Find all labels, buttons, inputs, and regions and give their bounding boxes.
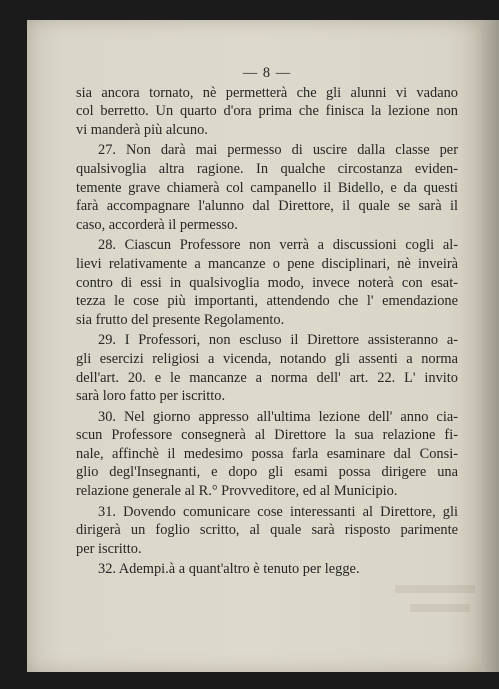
text-line: lievi relativamente a mancanze o pene disciplinari, nè inveirà [76, 255, 458, 272]
text-line: col berretto. Un quarto d'ora prima che finisca la lezione non [76, 103, 458, 120]
text-line: glio degl'Insegnanti, e dopo gli esami possa dirigere una [76, 464, 458, 481]
text-line: nale, affinchè il medesimo possa farla esaminare dal Consi- [76, 445, 458, 462]
page-number: — 8 — [242, 65, 292, 81]
text-line: scun Professore consegnerà al Direttore la sua relazione fi- [76, 427, 458, 444]
text-line: per iscritto. [76, 540, 142, 557]
text-line: 28. Ciascun Professore non verrà a discussioni cogli al- [98, 237, 458, 254]
text-line: 31. Dovendo comunicare cose interessanti al Direttore, gli [98, 503, 458, 520]
text-line: dell'art. 20. e le mancanze a norma dell' art. 22. L' invito [76, 369, 458, 386]
text-line: vi manderà più alcuno. [76, 121, 208, 138]
text-line: relazione generale al R.° Provveditore, ed al Municipio. [76, 483, 398, 500]
text-line: 29. I Professori, non escluso il Direttore assisteranno a- [98, 332, 458, 349]
text-line: tezza le cose più importanti, attendendo che l' emendazione [76, 293, 458, 310]
text-line: farà accompagnare l'alunno dal Direttore, il quale se sarà il [76, 198, 458, 215]
bleed-through-mark [395, 585, 475, 593]
text-line: 27. Non darà mai permesso di uscire dalla classe per [98, 142, 458, 159]
text-line: qualsivoglia altra ragione. In qualche circostanza eviden- [76, 160, 458, 177]
page-edge [482, 20, 499, 672]
text-line: sia frutto del presente Regolamento. [76, 311, 285, 328]
text-line: 30. Nel giorno appresso all'ultima lezione dell' anno cia- [98, 408, 458, 425]
text-line: gli esercizi religiosi a vicenda, notando gli assenti a norma [76, 350, 458, 367]
page-text [76, 64, 458, 579]
text-line: temente grave chiamerà col campanello il Bidello, e da questi [76, 179, 458, 196]
text-line: 32. Adempi.à a quant'altro è tenuto per legge. [98, 561, 360, 578]
text-line: sarà loro fatto per iscritto. [76, 388, 226, 405]
bleed-through-mark [410, 604, 470, 612]
text-line: dirigerà un foglio scritto, al quale sarà risposto parimente [76, 522, 458, 539]
text-line: caso, accorderà il permesso. [76, 216, 238, 233]
text-line: contro di essi in qualsivoglia modo, invece noterà con esat- [76, 274, 458, 291]
text-line: sia ancora tornato, nè permetterà che gli alunni vi vadano [76, 84, 458, 101]
